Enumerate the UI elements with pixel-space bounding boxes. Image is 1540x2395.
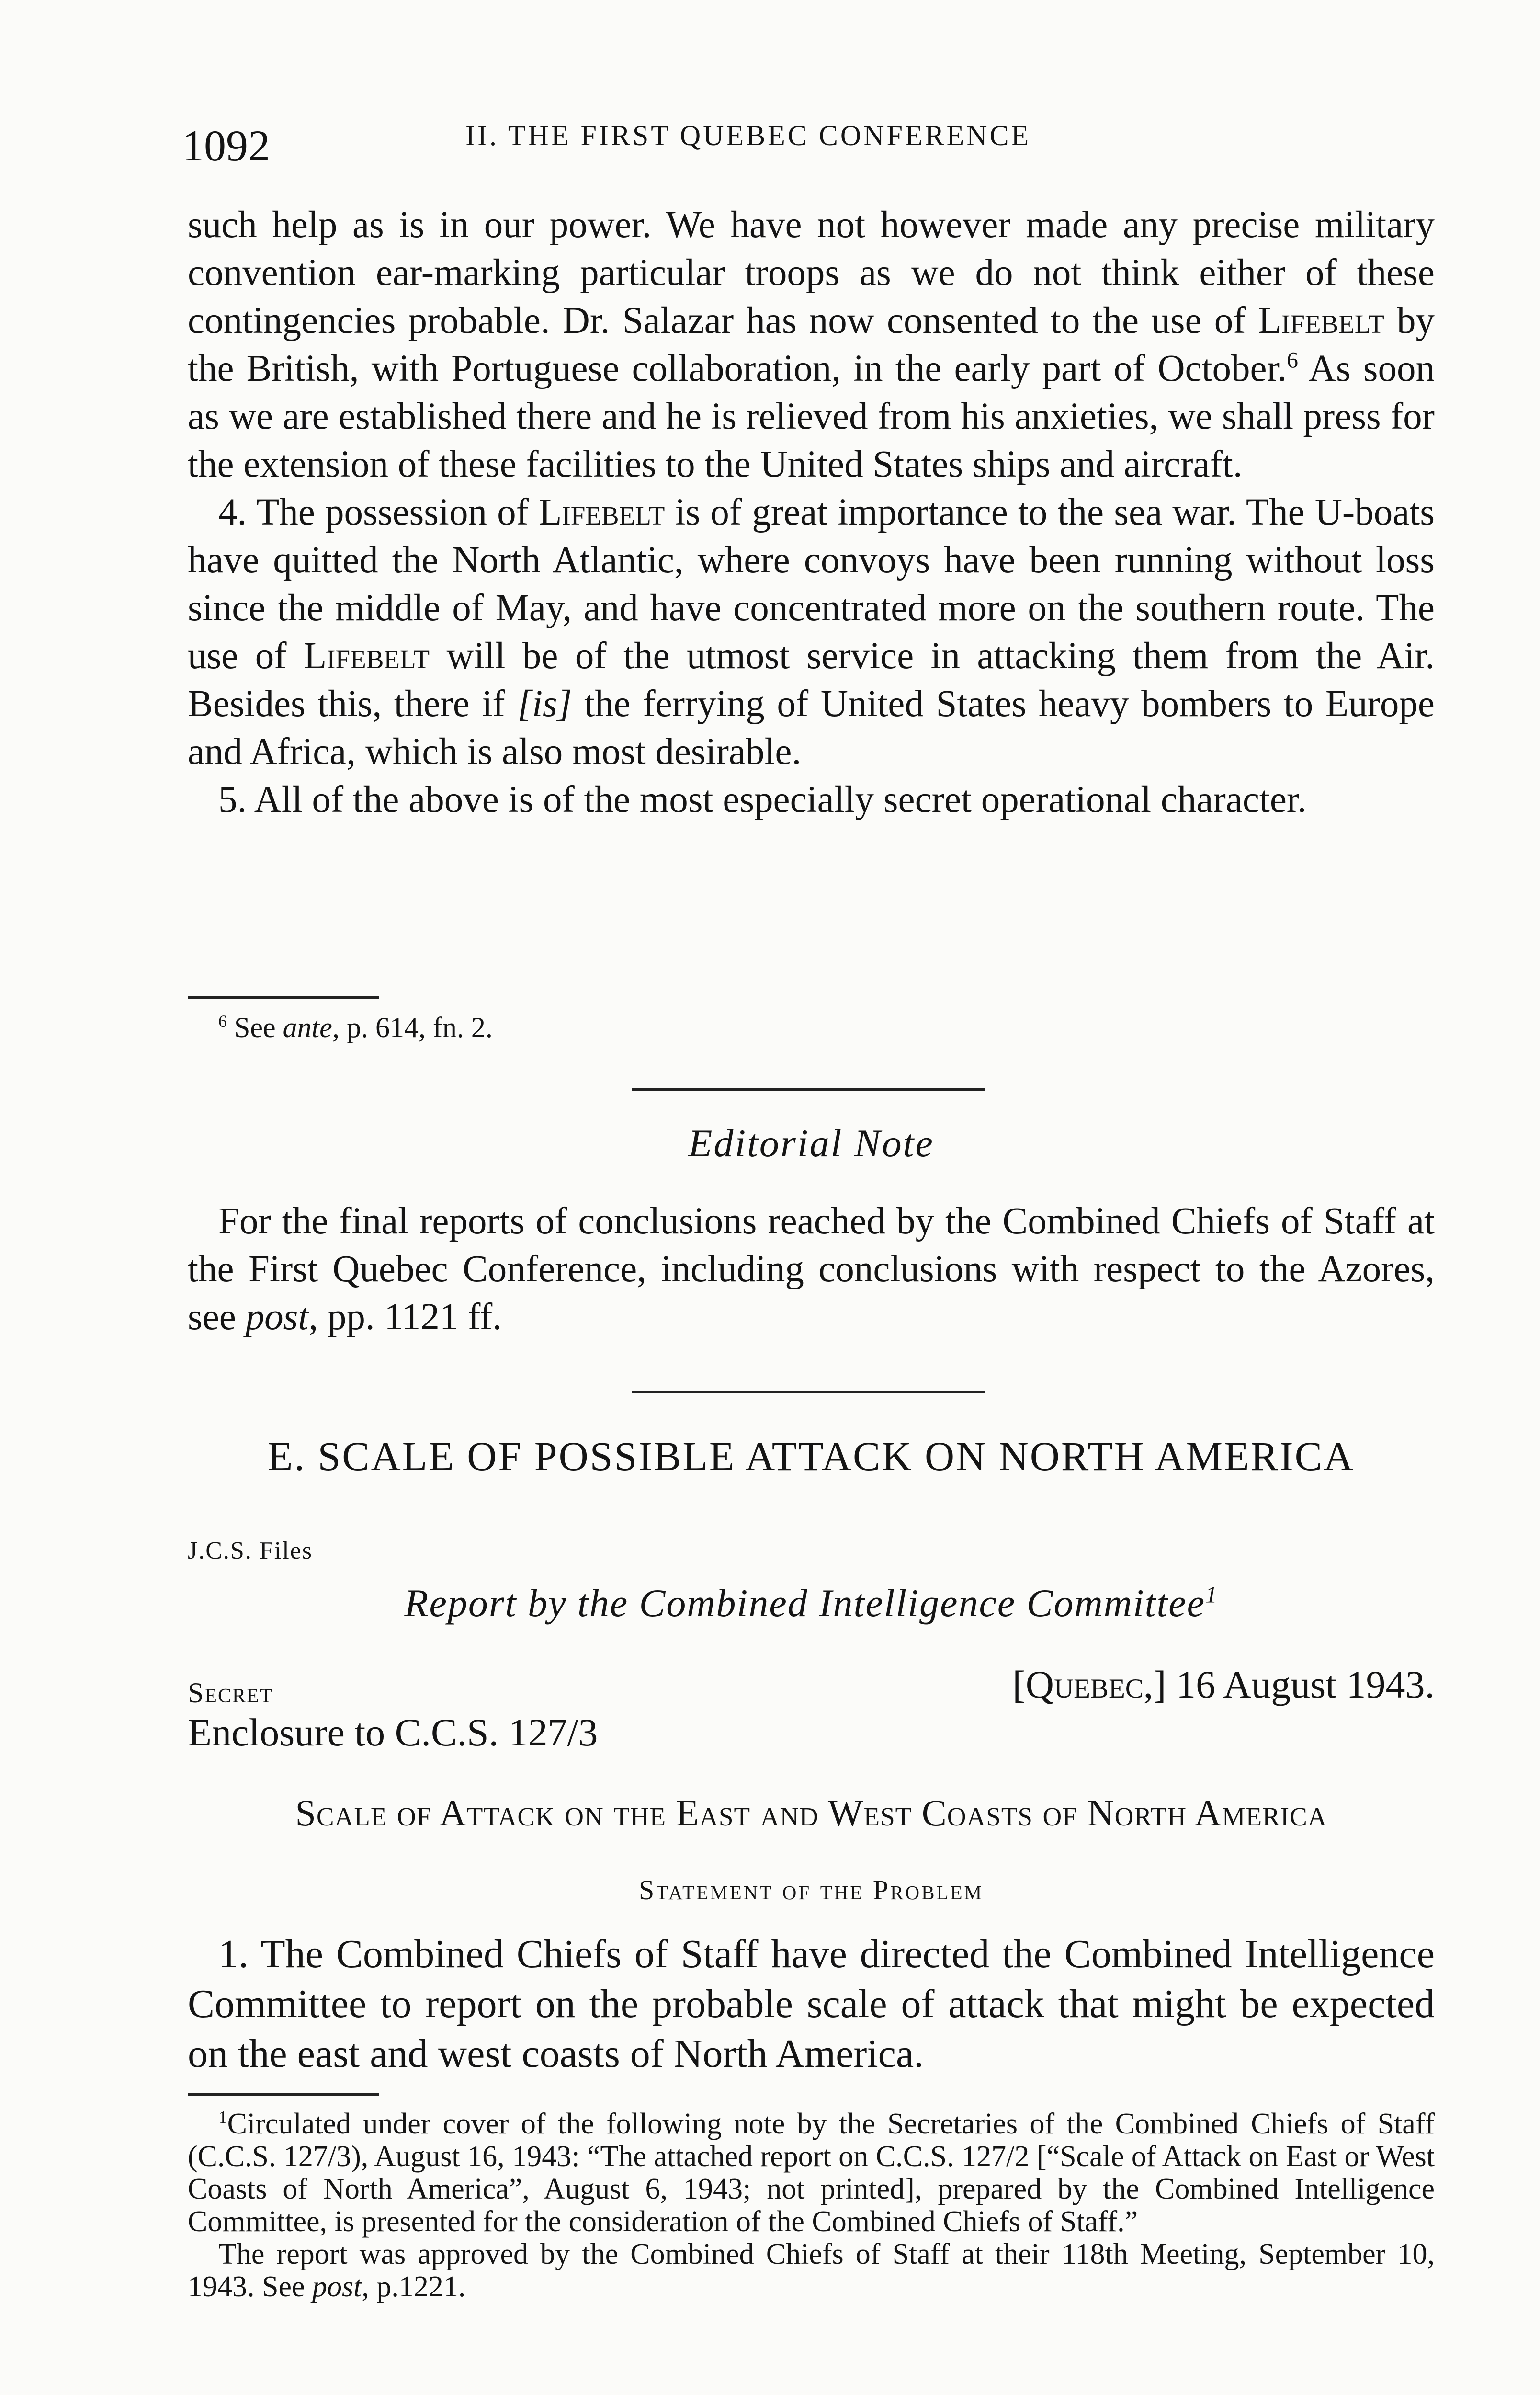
place-date: [Quebec,] 16 August 1943. — [1012, 1663, 1435, 1706]
enclosure-label: Enclosure to C.C.S. 127/3 — [188, 1711, 598, 1754]
report-title: Report by the Combined Intelligence Committee$^1$ — [404, 1581, 1218, 1625]
paragraph-4: 4. The possession of Lifebelt is of great importance to the sea war. The U-boats have quitted the North Atlantic, where convoys have been running without loss since the middle of May, and have concentrated more on the southern route. The use of Lifebelt will be of the utmost service in attacking them from the Air. Besides this, there if [is] the ferrying of United States heavy bombers to Europe and Africa, which is also most desirable. — [188, 491, 1435, 773]
post-ref: post — [245, 1296, 309, 1338]
codename-lifebelt: Lifebelt — [539, 491, 665, 533]
footnote-ref: 1 — [1205, 1581, 1218, 1608]
editorial-note-text: For the final reports of conclusions reached by the Combined Chiefs of Staff at the First Quebec Conference, including conclusions with respect to the Azores, see post, pp. 1121 ff. — [188, 1200, 1435, 1338]
report-subtitle: Scale of Attack on the East and West Coasts of North America — [295, 1792, 1327, 1834]
footnote-rule — [188, 996, 379, 999]
statement-heading: Statement of the Problem — [638, 1874, 984, 1905]
footnote-1: $^1$Circulated under cover of the following note by the Secretaries of the Combined Chiefs of Staff (C.C.S. 127/3), August 16, 1943: “The attached report on C.C.S. 127/2 [“Scale of Attack on East or West Coasts of North America”, August 6, 1943; not printed], prepared by the Combined Intelligence Committee, is presented for the consideration of the Combined Chiefs of Staff.” The report was approved by the Combined Chiefs of Staff at their 118th Meeting, September 10, 1943. See post, p.1221. — [188, 2108, 1435, 2303]
classification: Secret — [188, 1677, 273, 1709]
paragraph-1: 1. The Combined Chiefs of Staff have directed the Combined Intelligence Committee to report on the probable scale of attack that might be expected on the east and west coasts of North America. — [188, 1932, 1435, 2076]
footnote-rule — [188, 2093, 379, 2096]
codename-lifebelt: Lifebelt — [303, 635, 430, 677]
running-title: II. THE FIRST QUEBEC CONFERENCE — [465, 120, 1031, 151]
section-e-heading: E. SCALE OF POSSIBLE ATTACK ON NORTH AMERICA — [267, 1433, 1355, 1479]
source-label: J.C.S. Files — [188, 1537, 313, 1564]
page-number: 1092 — [182, 121, 270, 170]
section-divider — [632, 1088, 985, 1091]
footnote-6: $^6$ See ante, p. 614, fn. 2. — [218, 1012, 493, 1043]
paragraph-continuation: such help as is in our power. We have not however made any precise military convention ear-marking particular troops as we do not think either of these contingencies probable. Dr. Salazar has now consented to the use of Lifebelt by the British, with Portuguese collaboration, in the early part of October.$^6$ As soon as we are established there and he is relieved from his anxieties, we shall press for the extension of these facilities to the United States ships and aircraft. — [188, 204, 1435, 485]
editorial-note-title: Editorial Note — [688, 1121, 934, 1165]
editorial-insertion: [is] — [517, 683, 572, 725]
section-divider — [632, 1391, 985, 1393]
footnote-ref: 6 — [1287, 348, 1298, 373]
codename-lifebelt: Lifebelt — [1258, 300, 1384, 342]
paragraph-5: 5. All of the above is of the most especially secret operational character. — [218, 779, 1307, 821]
body-text-top — [188, 201, 1435, 824]
